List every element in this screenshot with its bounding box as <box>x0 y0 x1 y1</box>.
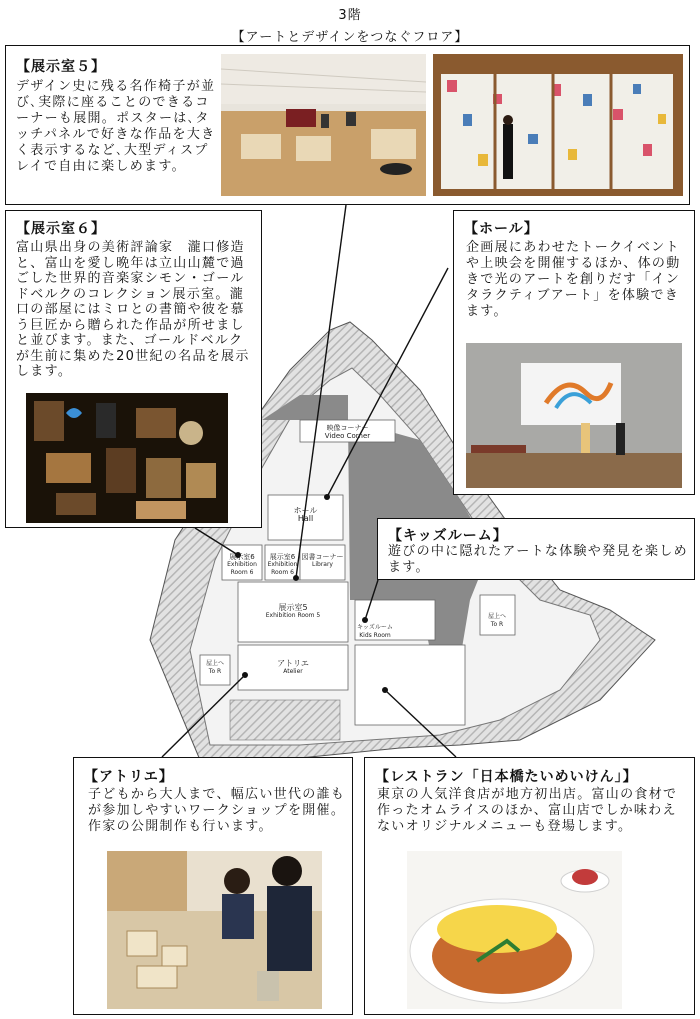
room5-title: 【展示室５】 <box>16 59 106 75</box>
room5-box <box>5 45 690 205</box>
floor-subtitle: 【アートとデザインをつなぐフロア】 <box>231 30 469 45</box>
room6-collection-photo <box>26 393 228 523</box>
atelier-title: 【アトリエ】 <box>84 769 174 785</box>
restaurant-box <box>364 757 695 1015</box>
map-label-room6a: 展示室6 Exhibition Room 6 <box>227 553 257 576</box>
map-label-hall: ホール Hall <box>293 506 318 523</box>
map-label-kids: キッズルーム Kids Room <box>357 624 393 639</box>
room6-box <box>5 210 262 528</box>
room5-chairs-photo <box>221 54 426 196</box>
floor-label: 3階 <box>338 8 362 23</box>
kids-text: 遊びの中に隠れたアートな体験や発見を楽しめます。 <box>388 544 688 575</box>
room5-poster-display-photo <box>433 54 683 196</box>
room6-title: 【展示室６】 <box>16 221 106 237</box>
atelier-workshop-photo <box>107 851 322 1009</box>
restaurant-omurice-photo <box>407 851 622 1009</box>
map-label-roof-left: 屋上へ To R <box>205 660 224 675</box>
hall-text: 企画展にあわせたトークイベントや上映会を開催するほか、体の動きで光のアートを創りだす「インタラクティブアート」を体験できます。 <box>466 240 681 319</box>
kids-title: 【キッズルーム】 <box>388 528 508 544</box>
map-label-video: 映像コーナー Video Corner <box>324 424 371 440</box>
room6-text: 富山県出身の美術評論家 瀧口修造と、富山を愛し晩年は立山山麓で過ごした世界的音楽家シモン・ゴールドベルクのコレクション展示室。瀧口の部屋にはミロとの書簡や彼を慕う巨匠から贈られた作品が所せましと並びます。また、ゴールドベルクが生前に集めた20世紀の名品を展示します。 <box>16 240 250 379</box>
restaurant-text: 東京の人気洋食店が地方初出店。富山の食材で作ったオムライスのほか、富山店でしか味わえないオリジナルメニューも登場します。 <box>377 787 678 834</box>
map-label-room5: 展示室5 Exhibition Room 5 <box>265 603 321 619</box>
map-label-atelier: アトリエ Atelier <box>277 659 309 675</box>
atelier-text: 子どもから大人まで、幅広い世代の誰もが参加しやすいワークショップを開催。作家の公開制作も行います。 <box>88 787 346 834</box>
map-label-room6b: 展示室6 Exhibition Room 6 <box>267 553 298 576</box>
map-label-library: 図書コーナー Library <box>301 553 344 568</box>
room5-text: デザイン史に残る名作椅子が並び､実際に座ることのできるコーナーも展開。ポスターは､タッチパネルで好きな作品を大きく表示するなど､大型ディスプレイで自由に楽しめます。 <box>16 79 216 174</box>
hall-box <box>453 210 695 495</box>
restaurant-title: 【レストラン「日本橋たいめいけん」】 <box>375 769 638 785</box>
map-label-roof-right: 屋上へ To R <box>487 613 506 628</box>
kids-box <box>377 518 695 580</box>
hall-title: 【ホール】 <box>464 221 539 237</box>
atelier-box <box>73 757 353 1015</box>
hall-interactive-art-photo <box>466 343 682 488</box>
